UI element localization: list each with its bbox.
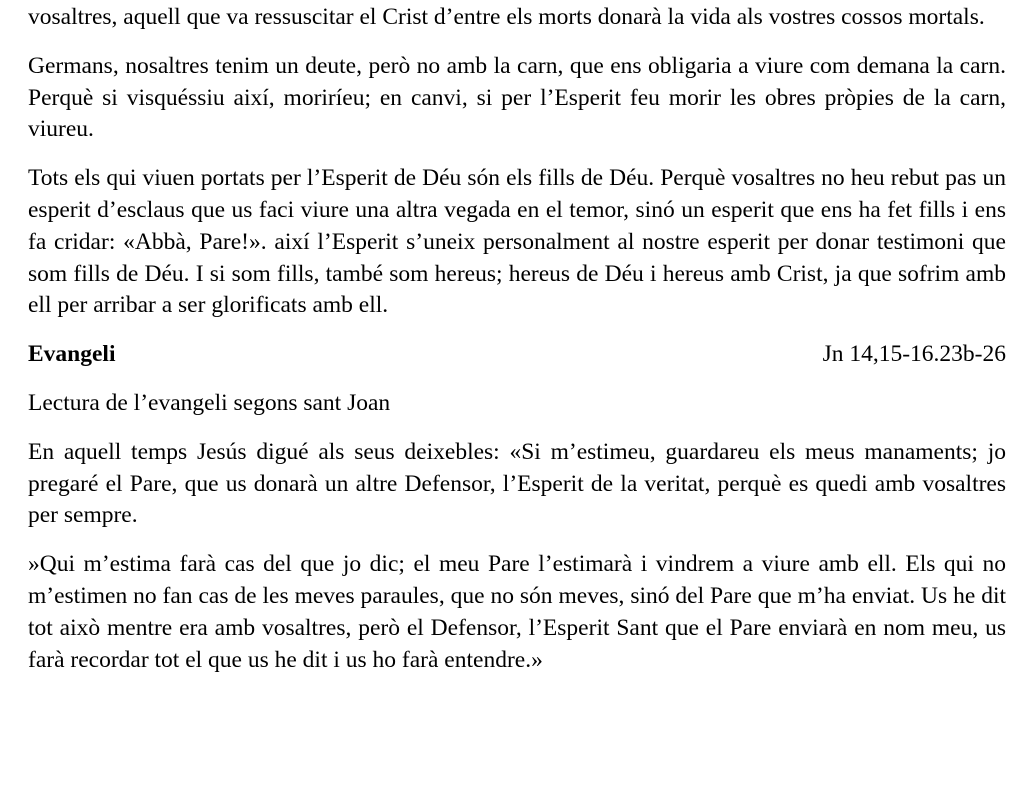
gospel-reference: Jn 14,15-16.23b-26: [822, 341, 1006, 368]
reading-paragraph-tots: Tots els qui viuen portats per l’Esperit de Déu són els fills de Déu. Perquè vosaltres no heu rebut pas un esperit d’esclaus que us faci viure una altra vegada en el temor, sinó un esperit que ens ha fet fills i ens fa cridar: «Abbà, Pare!». així l’Esperit s’uneix personalment al nostre esperit per donar testimoni que som fills de Déu. I si som fills, també som hereus; hereus de Déu i hereus amb Crist, ja que sofrim amb ell per arribar a ser glorificats amb ell.: [28, 165, 1006, 319]
reading-paragraph-germans: Germans, nosaltres tenim un deute, però no amb la carn, que ens obligaria a viure com demana la carn. Perquè si visquéssiu així, moriríeu; en canvi, si per l’Esperit feu morir les obres pròpies de la carn, viureu.: [28, 52, 1006, 143]
reading-paragraph-continuation: vosaltres, aquell que va ressuscitar el Crist d’entre els morts donarà la vida als vostres cossos mortals.: [28, 4, 985, 30]
gospel-heading: [28, 339, 1006, 371]
gospel-paragraph-1: En aquell temps Jesús digué als seus deixebles: «Si m’estimeu, guardareu els meus manaments; jo pregaré el Pare, que us donarà un altre Defensor, l’Esperit de la veritat, perquè es quedi amb vosaltres per sempre.: [28, 438, 1006, 529]
gospel-intro: Lectura de l’evangeli segons sant Joan: [28, 389, 391, 416]
gospel-paragraph-2: »Qui m’estima farà cas del que jo dic; el meu Pare l’estimarà i vindrem a viure amb ell. Els qui no m’estimen no fan cas de les meves paraules, que no són meves, sinó del Pare que m’ha enviat. Us he dit tot això mentre era amb vosaltres, però el Defensor, l’Esperit Sant que el Pare enviarà en nom meu, us farà recordar tot el que us he dit i us ho farà entendre.»: [28, 551, 1006, 673]
gospel-title: Evangeli: [28, 341, 116, 368]
document-page: [28, 2, 1006, 693]
